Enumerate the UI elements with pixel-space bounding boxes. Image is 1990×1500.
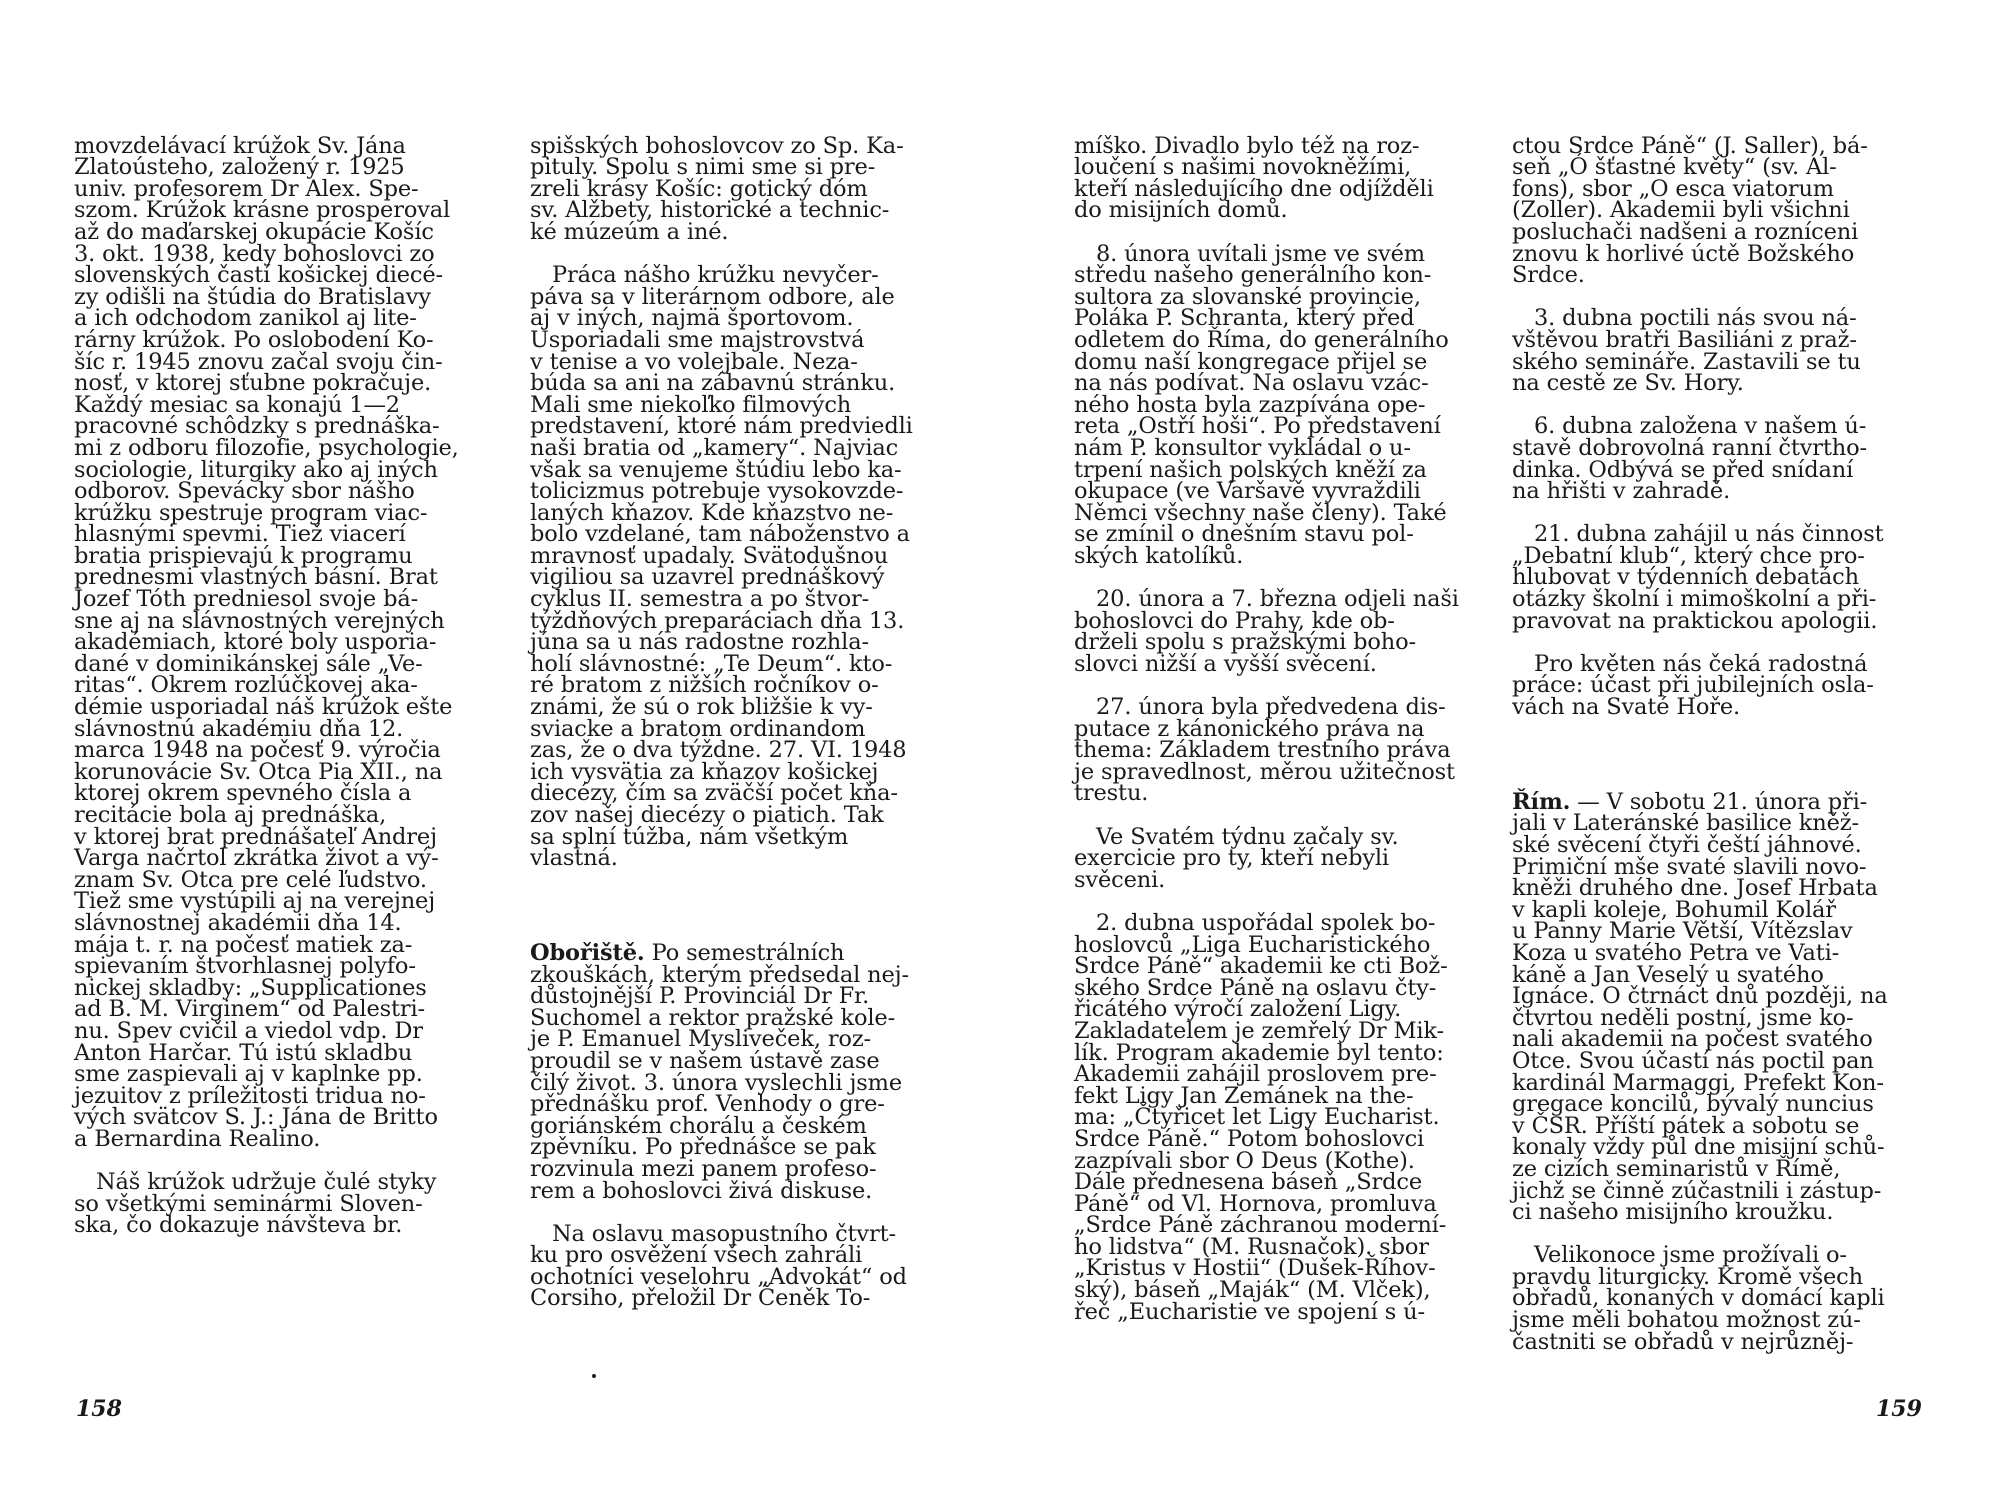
- paragraph: [530, 939, 942, 1204]
- paragraph: movzdelávací krúžok Sv. Jána Zlatoústeho, založený r. 1925 univ. profesorem Dr Alex. Spe- szom. Krúžok krásne prosperoval až do maďarskej okupácie Košíc 3. okt. 1938, kedy bohoslovci zo slovenských častí košickej diecé- zy odišli na štúdia do Bratislavy a ich odchodom zanikol aj lite- rárny krúžok. Po oslobodení Ko- šíc r. 1945 znovu začal svoju čin- nosť, v ktorej sťubne pokračuje. Každý mesiac sa konajú 1—2 pracovné schôdzky s prednáška- mi z odboru filozofie, psychologie, sociologie, liturgiky ako aj iných odborov. Spevácky sbor nášho krúžku spestruje program viac- hlasnými spevmi. Tiež viacerí bratia prispievajú k programu prednesmi vlastných básní. Brat Jozef Tóth predniesol svoje bá- sne aj na slávnostných verejných akadémiach, ktoré boly usporia- dané v dominikánskej sále „Ve- ritas“. Okrem rozlúčkovej aka- démie usporiadal náš krúžok ešte slávnostnú akadémiu dňa 12. marca 1948 na počesť 9. výročia korunovácie Sv. Otca Pia XII., na ktorej okrem spevného čísla a recitácie bola aj prednáška, v ktorej brat prednášateľ Andrej Varga načrtol zkrátka život a vý- znam Sv. Otca pre celé ľudstvo. Tiež sme vystúpili aj na verejnej slávnostnej akadémii dňa 14. mája t. r. na počesť matiek za- spievaním štvorhlasnej polyfo- nickej skladby: „Supplicationes ad B. M. Virginem“ od Palestri- nu. Spev cvičil a viedol vdp. Dr Anton Harčar. Tú istú skladbu sme zaspievali aj v kaplnke pp. jezuitov z príležitosti tridua no- vých svätcov S. J.: Jána de Britto a Bernardina Realino.: [74, 132, 459, 1152]
- paragraph: 6. dubna založena v našem ú- stavě dobrovolná ranní čtvrtho- dinka. Odbývá se před snídaní na hřišti v zahradě.: [1512, 413, 1867, 505]
- section-heading-rim: Řím.: [1512, 788, 1571, 815]
- paragraph: 8. února uvítali jsme ve svém středu našeho generálního kon- sultora za slovanské provincie, Poláka P. Schranta, který před odletem do Říma, do generálního domu naší kongregace přijel se na nás podívat. Na oslavu vzác- ného hosta byla zazpívána ope- reta „Ostří hoši“. Po představení nám P. konsultor vykládal o u- trpení našich polských kněží za okupace (ve Varšavě vyvraždili Němci všechny naše členy). Také se zmínil o dnešním stavu pol- ských katolíků.: [1074, 240, 1449, 569]
- paragraph: 27. února byla předvedena dis- putace z kánonického práva na thema: Základem trestního práva je spravedlnost, měrou užitečnost trestu.: [1074, 694, 1455, 807]
- section-gap: [1512, 740, 1908, 770]
- paragraph: spišských bohoslovcov zo Sp. Ka- pituly. Spolu s nimi sme si pre- zreli krásy Košíc: gotický dóm sv. Alžbety, historické a technic- ké múzeúm a iné.: [530, 132, 904, 245]
- page-number-right: 159: [1876, 1396, 1922, 1422]
- paragraph: Na oslavu masopustního čtvrt- ku pro osvěžení všech zahráli ochotníci veselohru „Advokát“ od Corsiho, přeložil Dr Čeněk To-: [530, 1220, 907, 1312]
- paragraph: Náš krúžok udržuje čulé styky so všetkými seminármi Sloven- ska, čo dokazuje návšteva br.: [74, 1169, 437, 1239]
- left-page-column-1: [74, 114, 484, 1258]
- paragraph: 3. dubna poctili nás svou ná- vštěvou bratři Basiliáni z praž- ského semináře. Zastavili se tu na cestě ze Sv. Hory.: [1512, 305, 1861, 397]
- paragraph: [1512, 788, 1908, 1226]
- section-gap: [530, 891, 942, 921]
- paragraph: 20. února a 7. března odjeli naši bohoslovci do Prahy, kde ob- drželi spolu s pražskými boho- slovci nižší a vyšší svěcení.: [1074, 586, 1459, 677]
- section-heading-oboriste: Obořiště.: [530, 939, 645, 966]
- paragraph: Práca nášho krúžku nevyčer- páva sa v literárnom odbore, ale aj v iných, najmä športovom. Usporiadali sme majstrovstvá v tenise a vo volejbale. Neza- búda sa ani na zábavnú stránku. Mali sme niekoľko filmových predstavení, ktoré nám predviedli naši bratia od „kamery“. Najviac však sa venujeme štúdiu lebo ka- tolicizmus potrebuje vysokovzde- laných kňazov. Kde kňazstvo ne- bolo vzdelané, tam náboženstvo a mravnosť upadaly. Svätodušnou vigiliou sa uzavrel prednáškový cyklus II. semestra a po štvor- týždňových preparáciach dňa 13. júna sa u nás radostne rozhla- holí slávnostné: „Te Deum“. kto- ré bratom z nižších ročníkov o- známi, že sú o rok bližšie k vy- sviacke a bratom ordinandom zas, že o dva týždne. 27. VI. 1948 ich vysvätia za kňazov košickej diecézy, čím sa zväčší počet kňa- zov našej diecézy o piatich. Tak sa splní túžba, nám všetkým vlastná.: [530, 262, 913, 872]
- paragraph-text: — V sobotu 21. února při- jali v Lateránské basilice kněž- ské svěcení čtyři čeští jáhnové. Primiční mše svaté slavili novo- kněži druhého dne. Josef Hrbata v kapli koleje, Bohumil Kolář u Panny Marie Větší, Vítězslav Koza u svatého Petra ve Vati- káně a Jan Veselý u svatého Ignáce. O čtrnáct dnů později, na čtvrtou neděli postní, jsme ko- nali akademii na počest svatého Otce. Svou účastí nás poctil pan kardinál Marmaggi, Prefekt Kon- gregace koncilů, bývalý nuncius v ČSR. Příští pátek a sobotu se konaly vždy půl dne misijní schů- ze cizích seminaristů v Římě, jichž se činně zúčastnili i zástup- ci našeho misijního kroužku.: [1512, 788, 1888, 1226]
- paragraph: Velikonoce jsme prožívali o- pravdu liturgicky. Kromě všech obřadů, konaných v domácí kapli jsme měli bohatou možnost zú- častniti se obřadů v nejrůzněj-: [1512, 1242, 1885, 1355]
- paragraph: Pro květen nás čeká radostná práce: účast při jubilejních osla- vách na Svaté Hoře.: [1512, 650, 1874, 721]
- paragraph-text: Po semestrálních zkouškách, kterým předsedal nej- důstojnější P. Provinciál Dr Fr. Suchomel a rektor pražské kole- je P. Emanuel Mysliveček, roz- proudil se v našem ústavě zase čilý život. 3. února vyslechli jsme přednášku prof. Venhody o gre- goriánském chorálu a českém zpěvníku. Po přednášce se pak rozvinula mezi panem profeso- rem a bohoslovci živá diskuse.: [530, 939, 909, 1204]
- page-number-left: 158: [76, 1396, 122, 1422]
- paragraph: 2. dubna uspořádal spolek bo- hoslovců „Liga Eucharistického Srdce Páně“ akademii ke cti Bož- ského Srdce Páně na oslavu čty- řicátého výročí založení Ligy. Zakladatelem je zemřelý Dr Mik- lík. Program akademie byl tento: Akademii zahájil proslovem pre- fekt Ligy Jan Zemánek na the- ma: „Čtyřicet let Ligy Eucharist. Srdce Páně.“ Potom bohoslovci zazpívali sbor O Deus (Kothe). Dále přednesena báseň „Srdce Páně“ od Vl. Hornova, promluva „Srdce Páně záchranou moderní- ho lidstva“ (M. Rusnačok). sbor „Kristus v Hostii“ (Dušek-Říhov- ský), báseň „Maják“ (M. Vlček), řeč „Eucharistie ve spojení s ú-: [1074, 909, 1448, 1325]
- paragraph: 21. dubna zahájil u nás činnost „Debatní klub“, který chce pro- hlubovat v týdenních debatách otázky školní i mimoškolní a při- pravovat na praktickou apologii.: [1512, 521, 1884, 634]
- paragraph: ctou Srdce Páně“ (J. Saller), bá- seň „Ó šťastné květy“ (sv. Al- fons), sbor „O esca viatorum (Zoller). Akademii byli všichni posluchači nadšeni a rozníceni znovu k horlivé úctě Božského Srdce.: [1512, 132, 1868, 289]
- print-mark: [592, 1374, 596, 1378]
- right-page-column-1: [1074, 114, 1478, 1345]
- right-page-column-2: [1512, 114, 1908, 1375]
- left-page-column-2: [530, 114, 942, 1332]
- paragraph: Ve Svatém týdnu začaly sv. exercicie pro ty, kteří nebyli svěceni.: [1074, 823, 1399, 893]
- paragraph: míško. Divadlo bylo též na roz- loučení s našimi novokněžími, kteří následujícího dne odjížděli do misijních domů.: [1074, 132, 1434, 224]
